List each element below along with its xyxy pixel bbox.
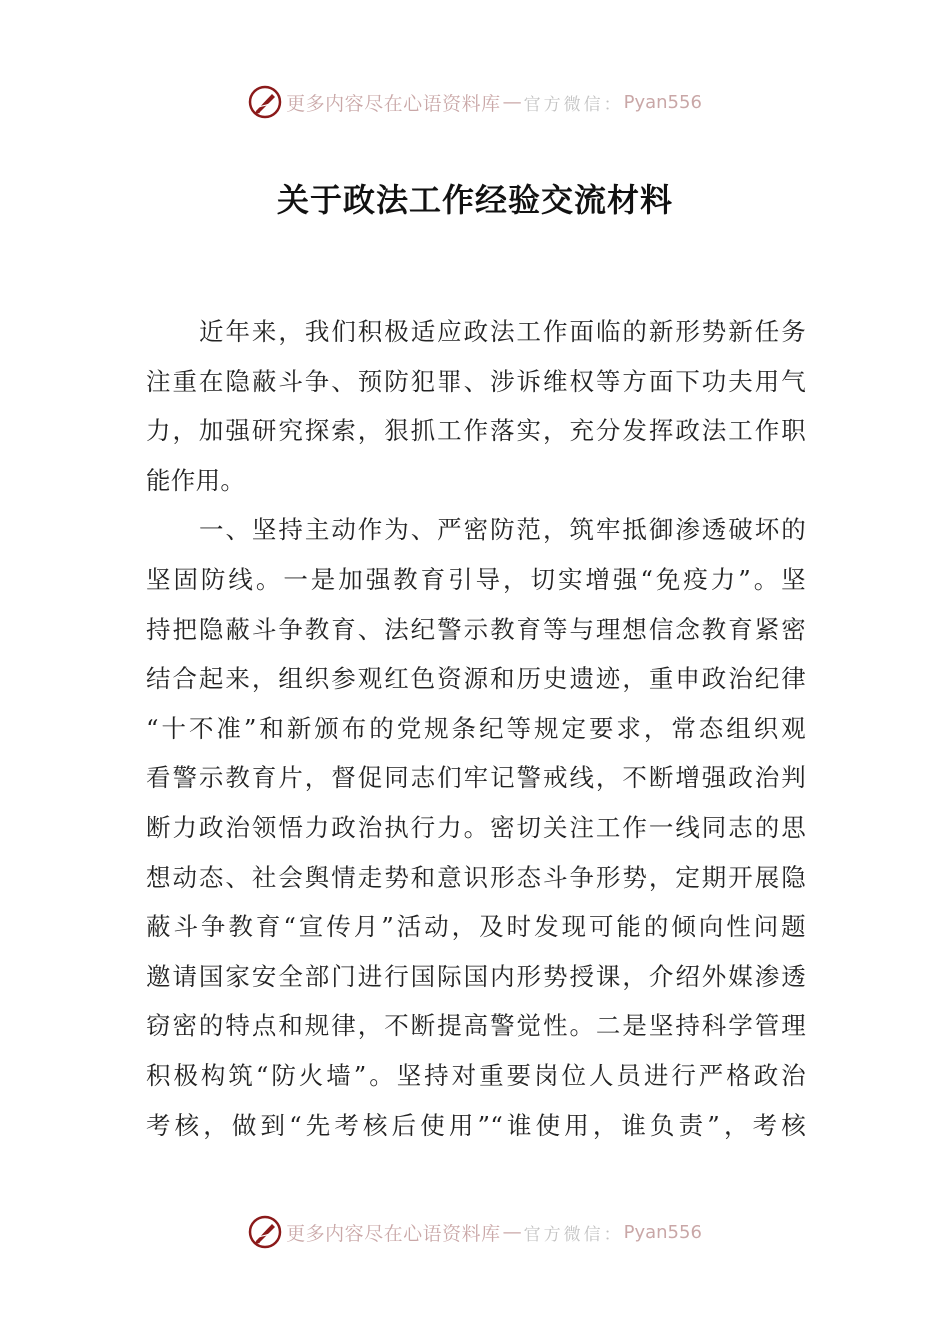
text-line: 积极构筑“防火墙”。坚持对重要岗位人员进行严格政治 <box>146 1060 806 1090</box>
text-line: 蔽斗争教育“宣传月”活动，及时发现可能的倾向性问题 <box>146 912 806 942</box>
text-line: 力，加强研究探索，狠抓工作落实，充分发挥政法工作职 <box>146 416 806 446</box>
text-line: 能作用。 <box>146 465 246 495</box>
pen-logo-icon <box>248 85 282 119</box>
document-title: 关于政法工作经验交流材料 <box>276 181 673 219</box>
text-line: 注重在隐蔽斗争、预防犯罪、涉诉维权等方面下功夫用气 <box>146 366 806 396</box>
pen-logo-icon <box>248 1215 282 1249</box>
watermark-wechat-id: Pyan556 <box>623 1221 702 1243</box>
text-line: 断力政治领悟力政治执行力。密切关注工作一线同志的思 <box>146 812 806 842</box>
text-line: 看警示教育片，督促同志们牢记警戒线，不断增强政治判 <box>146 763 806 793</box>
text-line: 持把隐蔽斗争教育、法纪警示教育等与理想信念教育紧密 <box>146 614 806 644</box>
document-body <box>146 307 806 1150</box>
watermark-text: 更多内容尽在心语资料库 <box>286 1222 501 1245</box>
text-line: 结合起来，组织参观红色资源和历史遗迹，重申政治纪律 <box>146 664 806 694</box>
text-line: 坚固防线。一是加强教育引导，切实增强“免疫力”。坚 <box>146 564 806 594</box>
watermark-text: 更多内容尽在心语资料库 <box>286 92 501 115</box>
watermark-official-label: 官方微信： <box>523 1224 624 1245</box>
watermark-separator: — <box>502 1221 522 1243</box>
watermark-separator: — <box>502 91 522 113</box>
watermark-official-label: 官方微信： <box>523 94 624 115</box>
watermark-wechat-id: Pyan556 <box>623 91 702 113</box>
text-line: “十不准”和新颁布的党规条纪等规定要求，常态组织观 <box>146 713 806 743</box>
text-line: 一、坚持主动作为、严密防范，筑牢抵御渗透破坏的 <box>199 515 806 545</box>
text-line: 想动态、社会舆情走势和意识形态斗争形势，定期开展隐 <box>146 862 806 892</box>
watermark-header <box>0 82 950 122</box>
text-line: 窃密的特点和规律，不断提高警觉性。二是坚持科学管理 <box>146 1011 806 1041</box>
watermark-footer <box>0 1212 950 1252</box>
text-line: 邀请国家安全部门进行国际国内形势授课，介绍外媒渗透 <box>146 961 806 991</box>
text-line: 考核，做到“先考核后使用”“谁使用，谁负责”，考核 <box>146 1110 806 1140</box>
text-line: 近年来，我们积极适应政法工作面临的新形势新任务 <box>199 317 806 346</box>
